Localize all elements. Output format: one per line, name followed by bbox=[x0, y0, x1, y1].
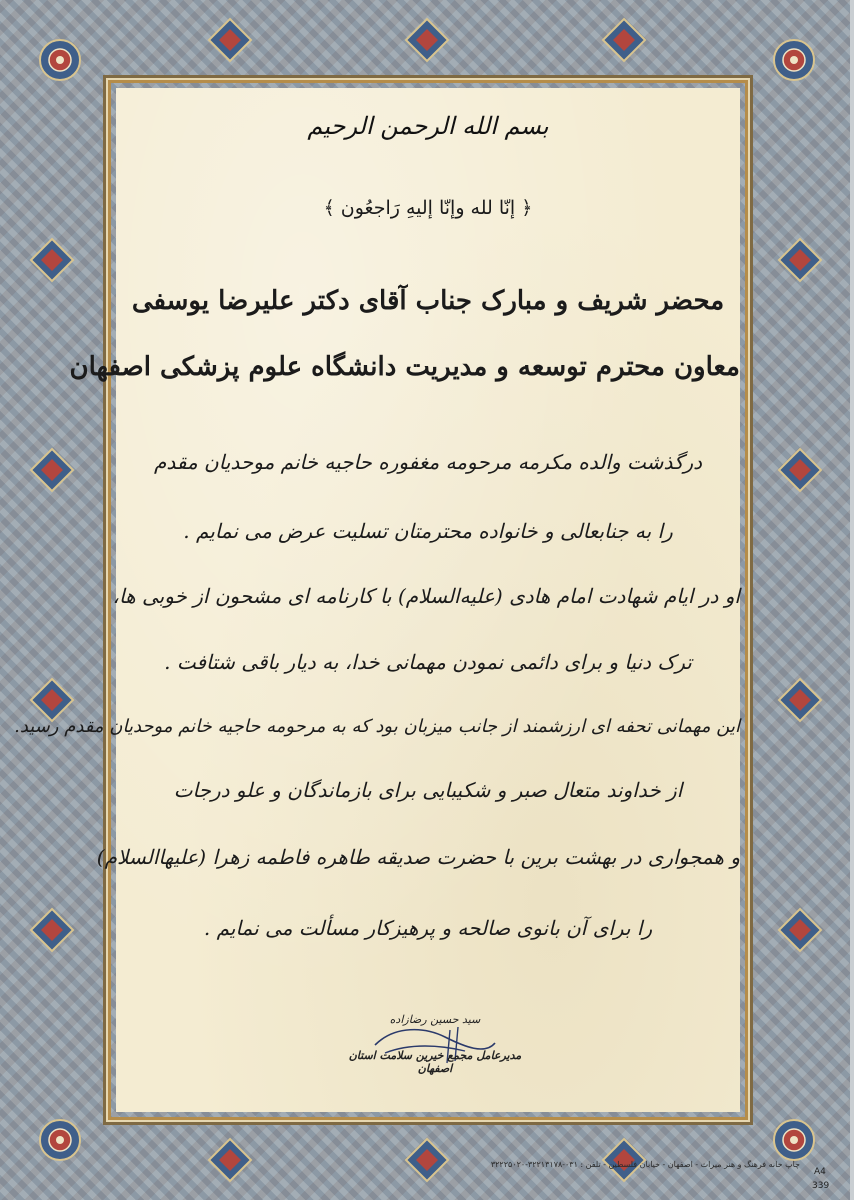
body-line: و همجواری در بهشت برین با حضرت صدیقه طاهره فاطمه زهرا (علیهاالسلام) bbox=[96, 845, 740, 869]
bismillah-heading: بسم الله الرحمن الرحیم bbox=[307, 112, 549, 140]
body-line: درگذشت والده مکرمه مرحومه مغفوره حاجیه خانم موحدیان مقدم bbox=[153, 450, 703, 474]
ornament-diamond-icon bbox=[404, 1137, 450, 1183]
page-number: 339 bbox=[812, 1181, 830, 1191]
body-line: این مهمانی تحفه ای ارزشمند از جانب میزبان بود که به مرحومه حاجیه خانم موحدیان مقدم رسید. bbox=[14, 716, 740, 737]
body-line: او در ایام شهادت امام هادی (علیه‌السلام) با کارنامه ای مشحون از خوبی ها، bbox=[112, 584, 740, 608]
body-line: از خداوند متعال صبر و شکیبایی برای بازماندگان و علو درجات bbox=[173, 778, 683, 802]
ornament-diamond-icon bbox=[29, 907, 75, 953]
ornament-medallion-icon bbox=[37, 1117, 83, 1163]
ornament-diamond-icon bbox=[29, 237, 75, 283]
ornament-medallion-icon bbox=[37, 37, 83, 83]
paper-size-label: A4 bbox=[814, 1167, 826, 1177]
recipient-line-1: محضر شریف و مبارک جناب آقای دکتر علیرضا یوسفی bbox=[131, 286, 725, 316]
signer-name: سید حسین رضازاده bbox=[389, 1013, 481, 1026]
ornament-diamond-icon bbox=[777, 447, 823, 493]
ornament-diamond-icon bbox=[207, 17, 253, 63]
quran-verse: ﴿ إنّا لله وإنّا إليهِ رَاجعُون ﴾ bbox=[323, 197, 533, 219]
ornament-medallion-icon bbox=[771, 37, 817, 83]
ornament-diamond-icon bbox=[777, 907, 823, 953]
signer-title: مدیرعامل مجمع خیرین سلامت استان اصفهان bbox=[348, 1049, 522, 1075]
body-line: را برای آن بانوی صالحه و پرهیزکار مسألت می نمایم . bbox=[203, 916, 653, 940]
ornament-diamond-icon bbox=[29, 447, 75, 493]
ornament-medallion-icon bbox=[771, 1117, 817, 1163]
print-info: چاپ خانه فرهنگ و هنر میراث - اصفهان - خیابان فلسطین - تلفن : ۰۳۱-۳۲۲۱۳۱۷۸-۳۲۲۲۵۰۲۰ bbox=[490, 1160, 800, 1169]
recipient-line-2: معاون محترم توسعه و مدیریت دانشگاه علوم پزشکی اصفهان bbox=[69, 352, 740, 382]
ornament-diamond-icon bbox=[777, 677, 823, 723]
ornament-diamond-icon bbox=[404, 17, 450, 63]
body-line: را به جنابعالی و خانواده محترمتان تسلیت عرض می نمایم . bbox=[183, 519, 673, 543]
ornament-diamond-icon bbox=[207, 1137, 253, 1183]
ornament-diamond-icon bbox=[777, 237, 823, 283]
ornament-diamond-icon bbox=[601, 17, 647, 63]
body-line: ترک دنیا و برای دائمی نمودن مهمانی خدا، به دیار باقی شتافت . bbox=[164, 650, 692, 674]
